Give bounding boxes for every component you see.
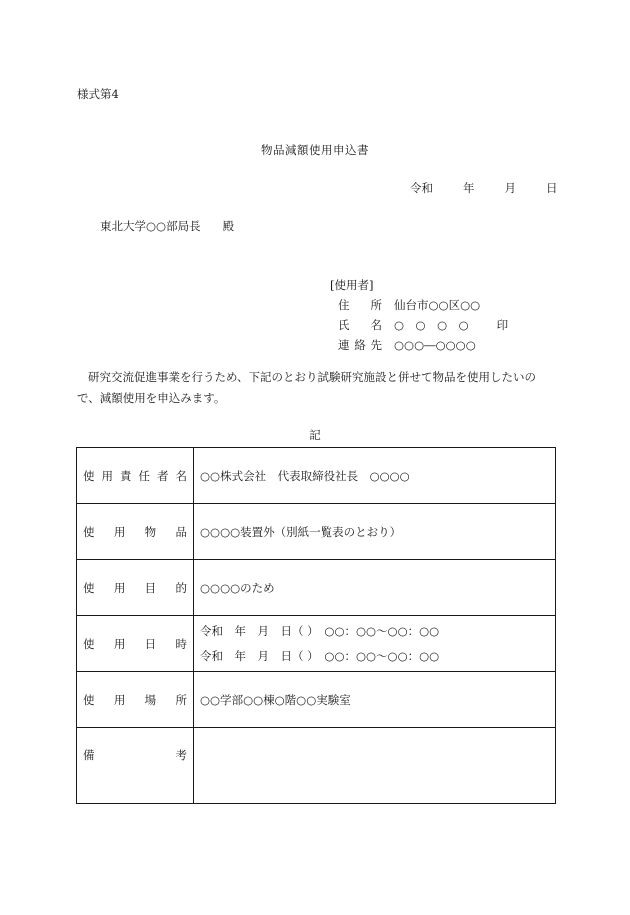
purpose-value: ○○○○のため <box>194 560 556 616</box>
remarks-label: 備考 <box>83 748 187 762</box>
applicant-block <box>330 275 508 355</box>
date-era: 令和 <box>410 181 433 195</box>
responsible-value: ○○株式会社 代表取締役社長 ○○○○ <box>194 448 556 504</box>
table-row <box>77 728 556 804</box>
contact-label: 連絡先 <box>338 338 382 352</box>
date-month: 月 <box>504 181 516 195</box>
date-year: 年 <box>463 181 475 195</box>
applicant-contact-row <box>330 335 508 355</box>
table-row <box>77 616 556 672</box>
table-row <box>77 448 556 504</box>
addressee <box>100 218 234 234</box>
date-day: 日 <box>546 181 558 195</box>
applicant-heading: [使用者] <box>330 278 374 292</box>
table-row <box>77 504 556 560</box>
datetime-line-2: 令和 年 月 日（ ） ○○：○○～○○：○○ <box>200 648 440 663</box>
items-value: ○○○○装置外（別紙一覧表のとおり） <box>194 504 556 560</box>
form-number: 様式第4 <box>77 87 119 101</box>
addressee-name: 東北大学○○部局長 <box>100 219 201 233</box>
applicant-name-row <box>330 315 508 335</box>
responsible-label: 使用責任者名 <box>83 468 187 483</box>
datetime-line-1: 令和 年 月 日（ ） ○○：○○～○○：○○ <box>200 623 440 638</box>
purpose-label: 使用目的 <box>83 580 187 595</box>
date-line <box>410 180 558 196</box>
datetime-value <box>194 616 556 672</box>
seal-mark: 印 <box>496 318 509 332</box>
items-label: 使用物品 <box>83 524 187 539</box>
place-value: ○○学部○○棟○階○○実験室 <box>194 672 556 728</box>
table-row <box>77 672 556 728</box>
table-row <box>77 560 556 616</box>
addressee-honorific: 殿 <box>222 219 235 233</box>
address-value: 仙台市○○区○○ <box>394 298 481 312</box>
datetime-label: 使用日時 <box>83 636 187 651</box>
place-label: 使用場所 <box>83 692 187 707</box>
name-value: ○ ○ ○ ○ <box>394 318 469 332</box>
body-paragraph: 研究交流促進事業を行うため、下記のとおり試験研究施設と併せて物品を使用したいので、減額使用を申込みます。 <box>77 370 537 405</box>
address-label: 住所 <box>338 298 382 312</box>
applicant-address-row <box>330 295 508 315</box>
document-title: 物品減額使用申込書 <box>261 143 369 157</box>
ki-heading: 記 <box>309 428 321 442</box>
remarks-value <box>194 728 556 804</box>
name-label: 氏名 <box>338 318 382 332</box>
application-table <box>76 447 556 804</box>
contact-value: ○○○―○○○○ <box>394 338 476 352</box>
